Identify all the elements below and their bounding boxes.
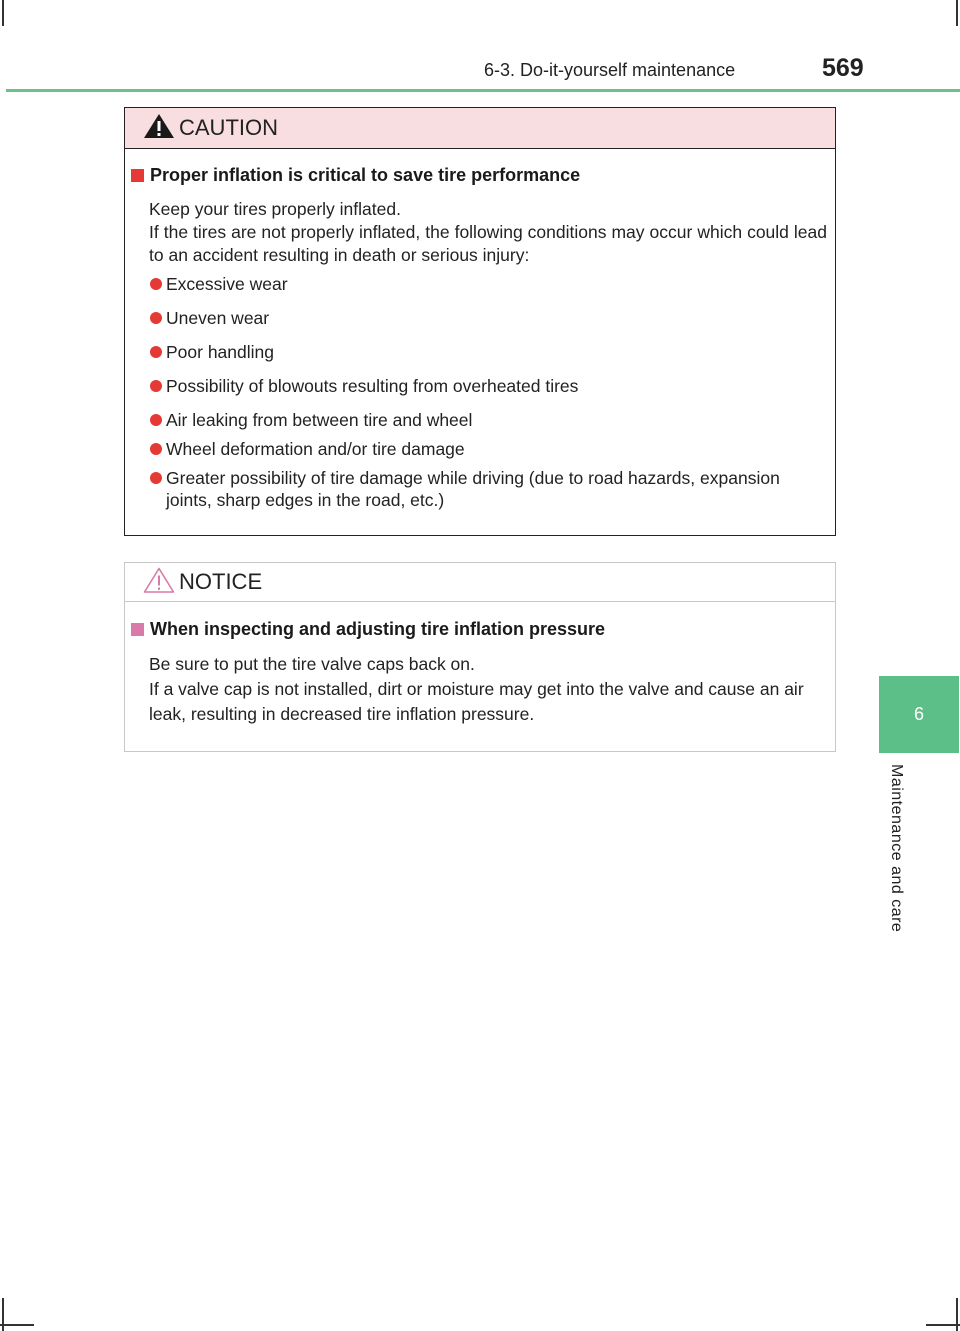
list-item [149,409,827,431]
crop-mark [2,0,4,26]
list-item-text: Poor handling [166,342,274,362]
bullet-dot-icon [150,380,162,392]
bullet-dot-icon [150,472,162,484]
crop-mark [956,1298,958,1331]
bullet-dot-icon [150,312,162,324]
notice-line: Be sure to put the tire valve caps back on. [149,654,475,674]
list-item-text: Wheel deformation and/or tire damage [166,439,465,459]
notice-box [124,562,836,752]
notice-body [125,619,835,727]
list-item-text: Possibility of blowouts resulting from overheated tires [166,376,579,396]
notice-text [149,652,827,727]
caution-heading [131,165,827,186]
header-rule [6,89,960,92]
page-number: 569 [822,54,864,82]
list-item [149,438,827,460]
list-item-text: Excessive wear [166,274,288,294]
chapter-number: 6 [913,704,924,724]
warning-triangle-outline-icon [143,566,175,599]
square-bullet-icon [131,169,144,182]
caution-label: CAUTION [179,115,278,140]
crop-mark [2,1298,4,1331]
crop-mark [956,0,958,26]
chapter-label: Maintenance and care [888,764,905,933]
notice-heading [131,619,827,640]
caution-header [125,108,835,149]
bullet-dot-icon [150,414,162,426]
warning-triangle-icon [143,112,175,145]
chapter-tab[interactable] [879,676,959,753]
bullet-dot-icon [150,346,162,358]
list-item [149,307,827,329]
square-bullet-icon [131,623,144,636]
section-title: 6-3. Do-it-yourself maintenance [484,60,736,80]
crop-mark [926,1324,960,1326]
notice-heading-text: When inspecting and adjusting tire inflation pressure [150,619,606,639]
caution-box [124,107,836,536]
list-item-text: Uneven wear [166,308,270,328]
crop-mark [0,1324,34,1326]
list-item-text: Air leaking from between tire and wheel [166,410,473,430]
caution-intro [149,198,827,267]
list-item [149,273,827,295]
caution-intro-text: If the tires are not properly inflated, the following conditions may occur which could lead to an accident resulting in death or serious injury: [149,222,827,265]
caution-body [125,165,835,511]
list-item [149,341,827,363]
list-item [149,467,827,511]
bullet-dot-icon [150,443,162,455]
notice-line: If a valve cap is not installed, dirt or moisture may get into the valve and cause an air leak, resulting in decreased tire inflation pressure. [149,679,804,724]
notice-label: NOTICE [179,569,263,594]
bullet-dot-icon [150,278,162,290]
list-item-text: Greater possibility of tire damage while driving (due to road hazards, expansion joints, sharp edges in the road, etc.) [166,468,780,510]
list-item [149,375,827,397]
caution-intro-line: Keep your tires properly inflated. [149,199,401,219]
caution-heading-text: Proper inflation is critical to save tire performance [150,165,581,185]
notice-header [125,563,835,602]
